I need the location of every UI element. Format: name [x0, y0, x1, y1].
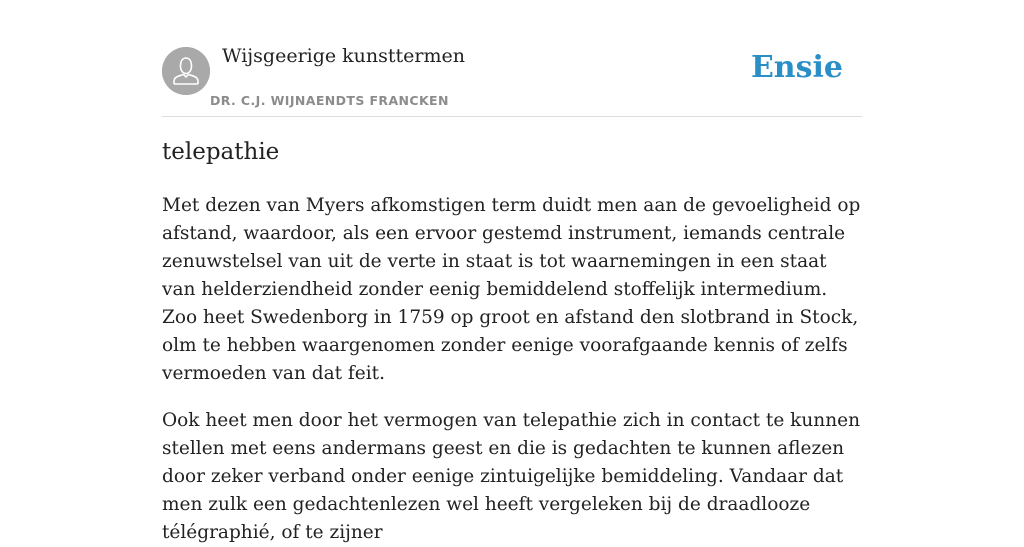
page-container — [162, 0, 862, 543]
author-avatar[interactable] — [162, 47, 210, 95]
header — [162, 0, 862, 117]
entry-paragraph: Ook heet men door het vermogen van telepathie zich in contact te kunnen stellen met eens andermans geest en die is gedachten te kunnen aflezen door zeker verband onder eenige zintuigelijke bemiddeling. Vandaar dat men zulk een gedachtenlezen wel heeft vergeleken bij de draadlooze télégraphié, of te zijner — [162, 410, 860, 543]
brand-logo[interactable]: Ensie — [750, 50, 843, 85]
entry-paragraph: Met dezen van Myers afkomstigen term duidt men aan de gevoeligheid op afstand, waardoor, als een ervoor gestemd instrument, iemands centrale zenuwstelsel van uit de verte in staat is tot waarnemingen in een staat van helderziendheid zonder eenig bemiddelend stoffelijk intermedium. Zoo heet Swedenborg in 1759 op groot en afstand den slotbrand in Stock, olm te hebben waargenomen zonder eenige voorafgaande kennis of zelfs vermoeden van dat feit. — [162, 195, 861, 384]
author-name[interactable]: DR. C.J. WIJNAENDTS FRANCKEN — [210, 93, 449, 108]
user-silhouette-icon — [162, 47, 210, 95]
entry-title: telepathie — [162, 139, 280, 165]
book-title[interactable]: Wijsgeerige kunsttermen — [222, 45, 466, 67]
